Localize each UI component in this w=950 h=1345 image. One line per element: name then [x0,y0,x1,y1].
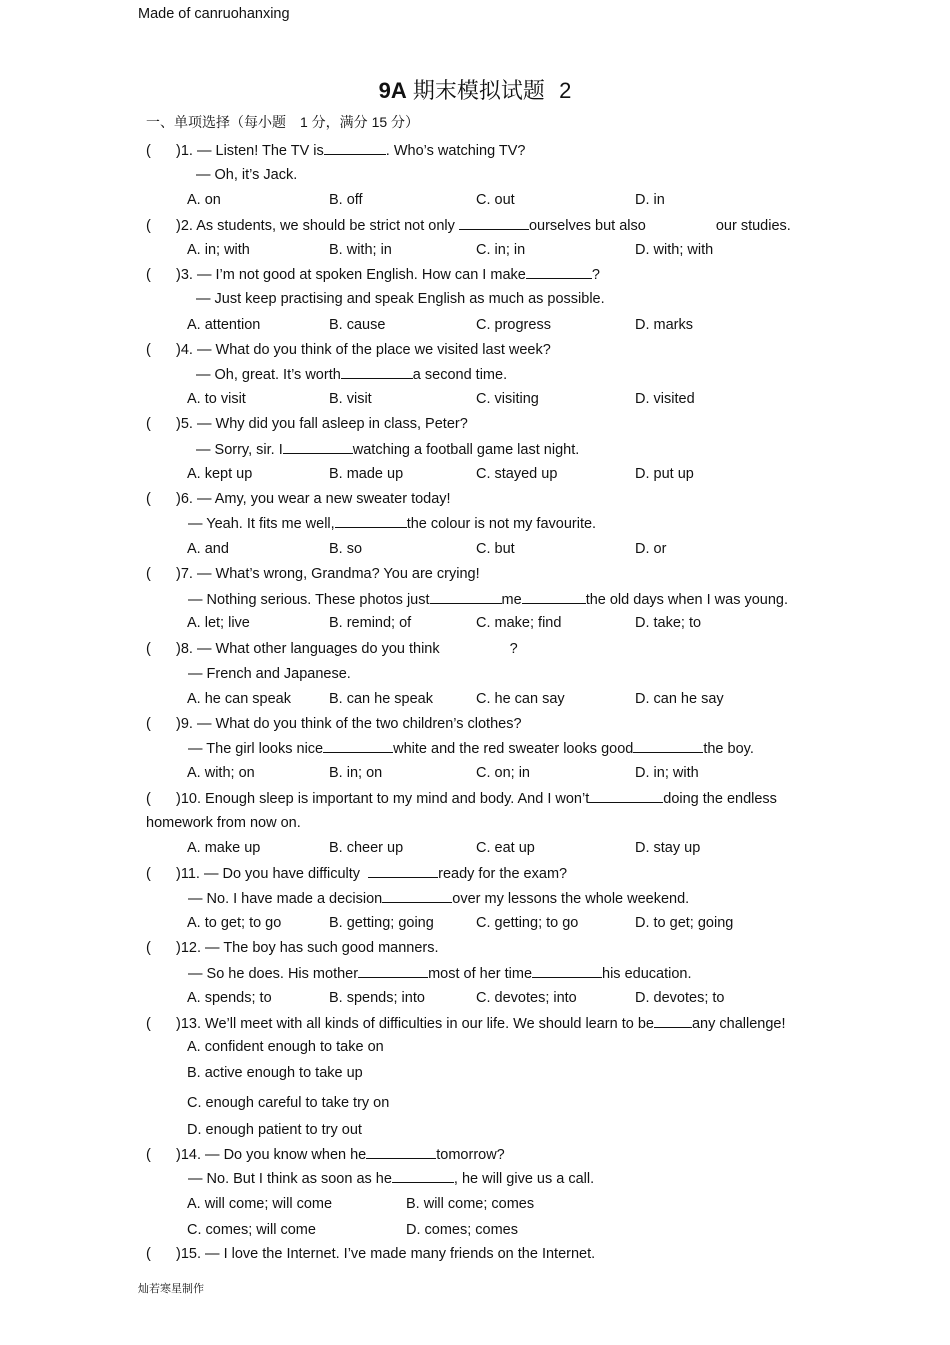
answer-blank [283,441,353,454]
option: B. can he speak [329,691,433,707]
question-9: ( )9. — What do you think of the two children’s clothes? [146,716,522,732]
option: C. make; find [476,615,562,631]
option: A. with; on [187,765,255,781]
option: D. can he say [635,691,724,707]
option: A. to visit [187,391,246,407]
question-8: ( )8. — What other languages do you think ? [146,641,518,657]
question-5-reply: — Sorry, sir. I watching a football game last night. [196,442,580,458]
option: C. getting; to go [476,915,579,931]
title-grade: 9A [378,78,407,103]
answer-blank [589,790,663,803]
option: A. will come; will come [187,1196,333,1212]
option: D. devotes; to [635,990,725,1006]
question-7-reply: — Nothing serious. These photos just me the old days when I was young. [188,592,789,608]
option: C. enough careful to take try on [187,1095,390,1111]
question-2: ( )2. As students, we should be strict not only ourselves but also our studies. [146,218,791,234]
option: A. to get; to go [187,915,282,931]
section-heading: 一、单项选择（每小题 1 分，满分 15 分） [146,114,420,130]
answer-blank [633,740,703,753]
option: D. comes; comes [406,1222,518,1238]
question-8-reply: — French and Japanese. [188,666,351,682]
option: B. spends; into [329,990,425,1006]
option: B. with; in [329,242,392,258]
question-6: ( )6. — Amy, you wear a new sweater today! [146,491,451,507]
answer-blank [323,740,393,753]
option: D. stay up [635,840,701,856]
option: D. visited [635,391,695,407]
question-10: ( )10. Enough sleep is important to my mind and body. And I won’t doing the endless [146,791,777,807]
answer-blank [430,591,502,604]
answer-blank [526,266,592,279]
question-6-reply: — Yeah. It fits me well, the colour is not my favourite. [188,516,597,532]
option: D. in [635,192,665,208]
answer-blank [392,1170,454,1183]
question-1-reply: — Oh, it’s Jack. [196,167,298,183]
question-5: ( )5. — Why did you fall asleep in class, Peter? [146,416,468,432]
answer-blank [341,366,413,379]
option: D. to get; going [635,915,734,931]
question-7: ( )7. — What’s wrong, Grandma? You are crying! [146,566,480,582]
question-1: ( )1. — Listen! The TV is . Who’s watching TV? [146,143,526,159]
option: B. in; on [329,765,383,781]
page-title [0,74,950,105]
option: B. getting; going [329,915,434,931]
option: D. or [635,541,667,557]
answer-blank [358,965,428,978]
option: C. comes; will come [187,1222,316,1238]
option: C. devotes; into [476,990,577,1006]
option: B. made up [329,466,404,482]
answer-blank [335,515,407,528]
option: A. in; with [187,242,250,258]
title-number: 2 [559,78,572,103]
option: D. put up [635,466,694,482]
option: A. and [187,541,229,557]
answer-blank [324,142,386,155]
option: A. on [187,192,221,208]
option: D. enough patient to try out [187,1122,362,1138]
title-text: 期末模拟试题 [412,78,545,103]
answer-blank [382,890,452,903]
question-3-reply: — Just keep practising and speak English as much as possible. [196,291,605,307]
answer-blank [366,1146,436,1159]
question-12: ( )12. — The boy has such good manners. [146,940,439,956]
option: A. he can speak [187,691,291,707]
question-4-reply: — Oh, great. It’s worth a second time. [196,367,508,383]
answer-blank [459,217,529,230]
answer-blank [654,1015,692,1028]
option: C. stayed up [476,466,558,482]
option: B. cause [329,317,386,333]
footer-note: 灿若寒星制作 [138,1283,204,1295]
option: C. out [476,192,515,208]
option: A. make up [187,840,261,856]
option: A. let; live [187,615,250,631]
option: D. in; with [635,765,699,781]
question-10-continued: homework from now on. [146,815,301,831]
option: C. on; in [476,765,530,781]
question-9-reply: — The girl looks nice white and the red sweater looks good the boy. [188,741,754,757]
answer-blank [522,591,586,604]
option: B. remind; of [329,615,412,631]
option: A. confident enough to take on [187,1039,384,1055]
question-15: ( )15. — I love the Internet. I’ve made many friends on the Internet. [146,1246,596,1262]
option: C. visiting [476,391,539,407]
option: B. active enough to take up [187,1065,363,1081]
option: C. progress [476,317,551,333]
question-11: ( )11. — Do you have difficulty ready for the exam? [146,866,568,882]
question-3: ( )3. — I’m not good at spoken English. How can I make ? [146,267,600,283]
question-14-reply: — No. But I think as soon as he , he will give us a call. [188,1171,595,1187]
option: B. will come; comes [406,1196,535,1212]
option: C. eat up [476,840,535,856]
question-12-reply: — So he does. His mother most of her time his education. [188,966,692,982]
option: B. visit [329,391,372,407]
answer-blank [532,965,602,978]
question-13: ( )13. We’ll meet with all kinds of difficulties in our life. We should learn to be any challenge! [146,1016,786,1032]
option: C. in; in [476,242,526,258]
option: D. take; to [635,615,702,631]
option: B. cheer up [329,840,404,856]
question-14: ( )14. — Do you know when he tomorrow? [146,1147,505,1163]
option: C. but [476,541,515,557]
option: D. with; with [635,242,714,258]
option: B. so [329,541,363,557]
answer-blank [368,865,438,878]
option: A. attention [187,317,261,333]
option: C. he can say [476,691,565,707]
option: A. spends; to [187,990,272,1006]
header-note: Made of canruohanxing [138,6,290,22]
question-11-reply: — No. I have made a decision over my lessons the whole weekend. [188,891,690,907]
option: B. off [329,192,363,208]
option: D. marks [635,317,693,333]
question-4: ( )4. — What do you think of the place we visited last week? [146,342,551,358]
option: A. kept up [187,466,253,482]
